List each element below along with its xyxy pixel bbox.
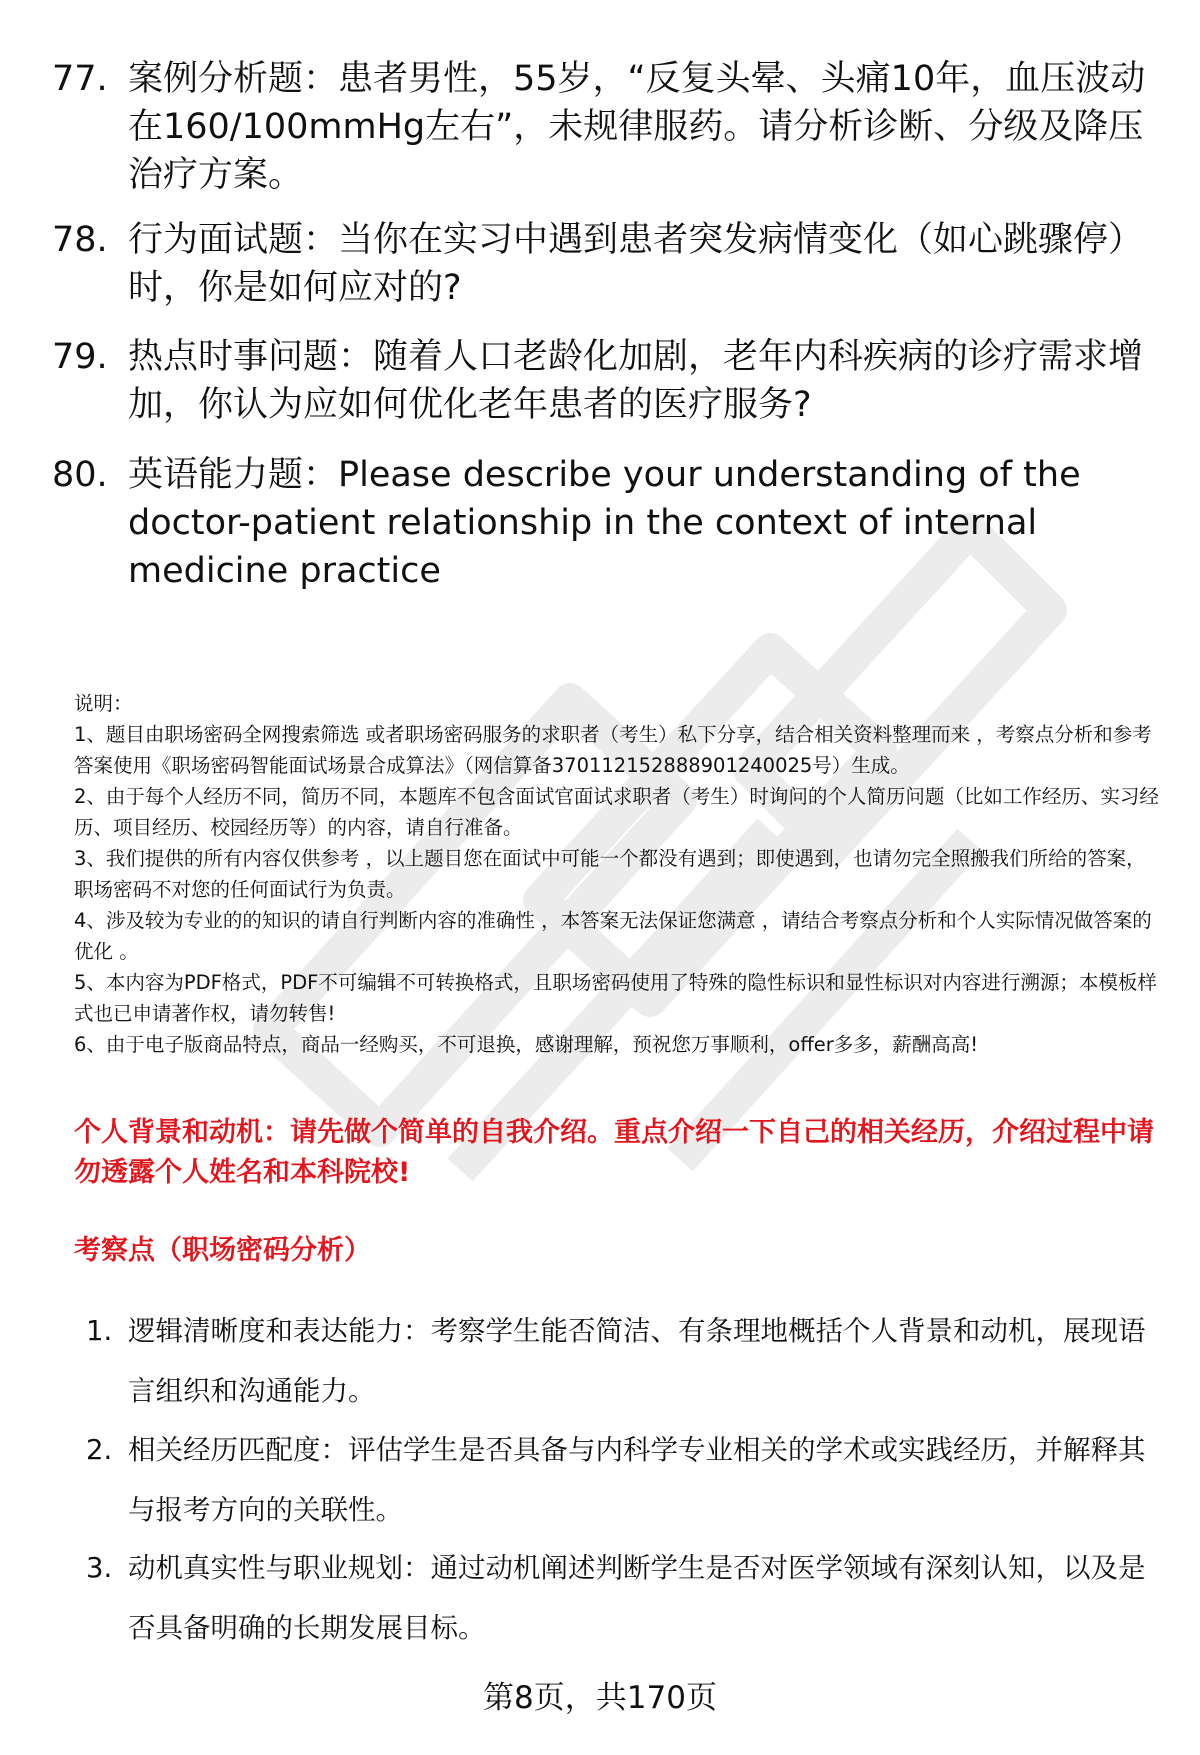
analysis-point-2 (86, 1420, 1166, 1540)
note-item: 1、题目由职场密码全网搜索筛选 或者职场密码服务的求职者（考生）私下分享，结合相关资料整理而来 ，考察点分析和参考答案使用《职场密码智能面试场景合成算法》（网信算备370112152888901240025号）生成。 (74, 723, 1152, 777)
analysis-heading: 考察点（职场密码分析） (74, 1235, 371, 1266)
question-text: 行为面试题：当你在实习中遇到患者突发病情变化（如心跳骤停）时，你是如何应对的? (128, 220, 1144, 308)
question-number: 78. (52, 220, 108, 260)
page-footer: 第8页，共170页 (483, 1680, 717, 1716)
note-item: 6、由于电子版商品特点，商品一经购买，不可退换，感谢理解，预祝您万事顺利，offer多多，薪酬高高! (74, 1033, 979, 1056)
point-number: 1. (86, 1315, 113, 1347)
note-item: 5、本内容为PDF格式，PDF不可编辑不可转换格式，且职场密码使用了特殊的隐性标识和显性标识对内容进行溯源；本模板样式也已申请著作权，请勿转售! (74, 971, 1157, 1025)
point-text: 动机真实性与职业规划：通过动机阐述判断学生是否对医学领域有深刻认知，以及是否具备明确的长期发展目标。 (128, 1552, 1146, 1644)
point-number: 2. (86, 1434, 113, 1466)
analysis-point-3 (86, 1538, 1166, 1658)
point-text: 逻辑清晰度和表达能力：考察学生能否简洁、有条理地概括个人背景和动机，展现语言组织和沟通能力。 (128, 1315, 1146, 1407)
question-77 (52, 55, 1162, 199)
section-heading: 个人背景和动机：请先做个简单的自我介绍。重点介绍一下自己的相关经历，介绍过程中请勿透露个人姓名和本科院校! (74, 1117, 1154, 1188)
question-number: 79. (52, 337, 108, 377)
question-80 (52, 451, 1162, 595)
note-item: 4、涉及较为专业的的知识的请自行判断内容的准确性 ，本答案无法保证您满意 ，请结合考察点分析和个人实际情况做答案的优化 。 (74, 909, 1152, 963)
question-79 (52, 333, 1162, 429)
question-text: 英语能力题：Please describe your understanding of the doctor-patient relationship in the context of internal medicine practice (128, 455, 1081, 591)
note-item: 3、我们提供的所有内容仅供参考 ，以上题目您在面试中可能一个都没有遇到；即使遇到，也请勿完全照搬我们所给的答案，职场密码不对您的任何面试行为负责。 (74, 847, 1146, 901)
analysis-point-1 (86, 1301, 1166, 1421)
question-number: 77. (52, 59, 108, 99)
question-number: 80. (52, 455, 108, 495)
point-text: 相关经历匹配度：评估学生是否具备与内科学专业相关的学术或实践经历，并解释其与报考方向的关联性。 (128, 1434, 1146, 1526)
question-text: 案例分析题：患者男性，55岁，“反复头晕、头痛10年，血压波动在160/100mmHg左右”，未规律服药。请分析诊断、分级及降压治疗方案。 (128, 59, 1146, 195)
notes-title: 说明： (74, 692, 133, 715)
disclaimer-notes (74, 688, 1164, 1060)
question-78 (52, 216, 1162, 312)
point-number: 3. (86, 1552, 113, 1584)
note-item: 2、由于每个人经历不同，简历不同，本题库不包含面试官面试求职者（考生）时询问的个人简历问题（比如工作经历、实习经历、项目经历、校园经历等）的内容，请自行准备。 (74, 785, 1159, 839)
question-text: 热点时事问题：随着人口老龄化加剧，老年内科疾病的诊疗需求增加，你认为应如何优化老年患者的医疗服务? (128, 337, 1144, 425)
